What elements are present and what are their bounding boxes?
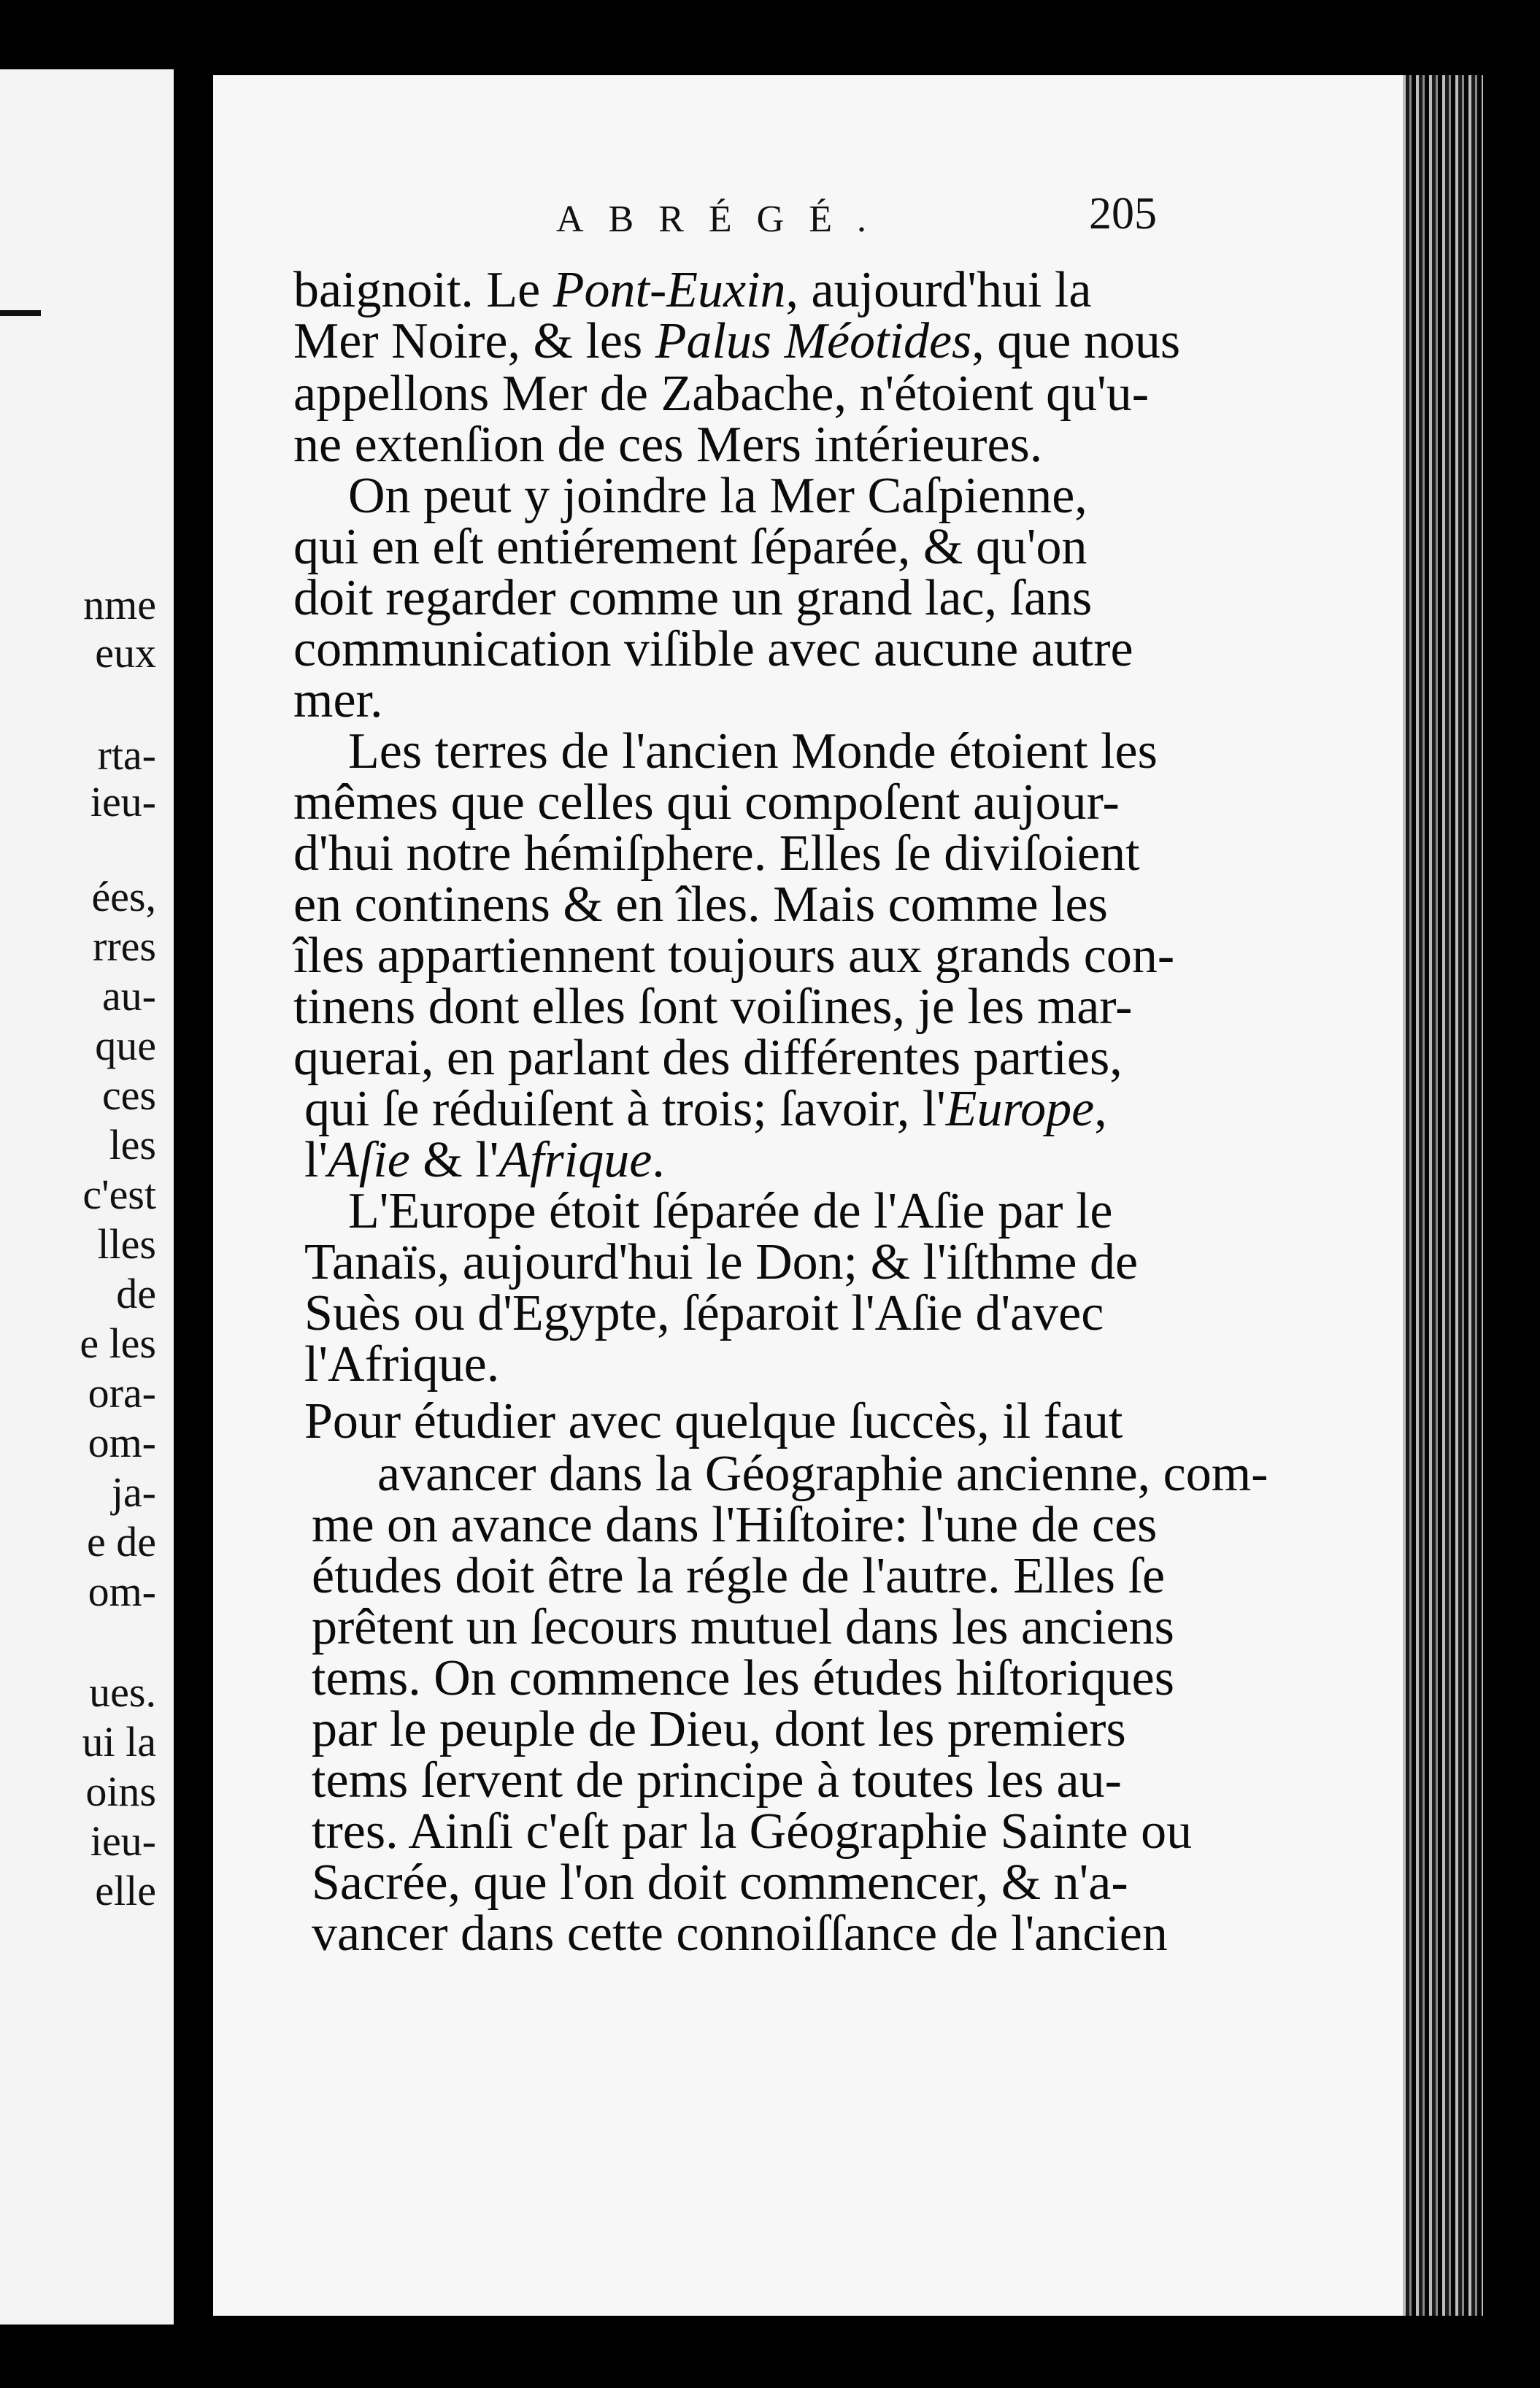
previous-page-line: om- [88,1568,156,1615]
text-line: Tanaïs, aujourd'hui le Don; & l'iſthme de [304,1234,1139,1290]
text-line: L'Europe étoit ſéparée de l'Aſie par le [348,1183,1113,1239]
text-line: querai, en parlant des différentes parties, [293,1030,1123,1086]
previous-page-line: de [116,1270,156,1317]
previous-page-line: c'est [82,1171,156,1218]
italic-term: Palus Méotides [655,313,972,369]
italic-term: Europe [945,1081,1095,1137]
text-line: qui en eſt entiérement ſéparée, & qu'on [293,519,1087,575]
previous-page-line: ieu- [90,778,156,825]
previous-page-line: nme [83,581,156,628]
text-line: mêmes que celles qui compoſent aujour- [293,774,1120,831]
italic-term: Pont-Euxin [553,262,786,318]
previous-page-line: au- [101,972,156,1020]
text-line: Les terres de l'ancien Monde étoient les [348,723,1158,779]
text-line: appellons Mer de Zabache, n'étoient qu'u- [293,366,1150,422]
previous-page-fragment [0,69,174,2325]
text-line: tems. On commence les études hiſtoriques [312,1650,1174,1706]
text-line: mer. [293,672,383,728]
previous-page-line: ui la [82,1718,156,1765]
previous-page-line: elle [95,1867,156,1914]
text-line: baignoit. Le Pont-Euxin, aujourd'hui la [293,262,1092,318]
running-header: ABRÉGÉ. [556,199,891,240]
previous-page-line: e les [80,1320,156,1367]
text-line: me on avance dans l'Hiſtoire: l'une de ces [312,1497,1158,1553]
text-line: par le peuple de Dieu, dont les premiers [312,1701,1126,1757]
text-line: d'hui notre hémiſphere. Elles ſe diviſoient [293,825,1140,882]
previous-page-line: ées, [91,873,156,920]
italic-term: Aſie [328,1132,410,1188]
text-line: tinens dont elles ſont voiſines, je les mar- [293,979,1133,1035]
previous-page-line: ues. [89,1668,156,1716]
book-page [213,75,1403,2316]
text-line: prêtent un ſecours mutuel dans les anciens [312,1599,1174,1655]
text-line: communication viſible avec aucune autre [293,621,1133,677]
book-binding-edge [1403,75,1483,2316]
rule-dash [0,310,41,316]
text-line: On peut y joindre la Mer Caſpienne, [348,468,1087,524]
text-line: qui ſe réduiſent à trois; ſavoir, l'Europe, [304,1081,1107,1137]
previous-page-line: ces [101,1071,156,1119]
previous-page-line: lles [97,1220,156,1268]
text-line: Pour étudier avec quelque ſuccès, il faut [304,1393,1123,1449]
previous-page-line: ora- [88,1369,156,1417]
previous-page-line: que [95,1022,156,1069]
text-line: tems ſervent de principe à toutes les au- [312,1752,1122,1809]
previous-page-line: les [109,1121,156,1168]
text-line: ne extenſion de ces Mers intérieures. [293,417,1043,473]
text-line: doit regarder comme un grand lac, ſans [293,570,1093,626]
text-line: études doit être la régle de l'autre. Elles ſe [312,1548,1166,1604]
previous-page-line: oins [85,1768,156,1815]
previous-page-line: ja- [111,1468,156,1516]
italic-term: Afrique [498,1132,652,1188]
previous-page-line: ieu- [90,1817,156,1865]
text-line: l'Afrique. [304,1336,500,1393]
text-line: îles appartiennent toujours aux grands con- [293,928,1175,984]
page-number: 205 [1089,189,1157,239]
previous-page-line: e de [87,1518,156,1565]
previous-page-line: rta- [97,731,156,779]
text-line: tres. Ainſi c'eſt par la Géographie Sainte ou [312,1803,1193,1860]
previous-page-line: rres [93,923,156,970]
text-line: Sacrée, que l'on doit commencer, & n'a- [312,1854,1128,1911]
text-line: Suès ou d'Egypte, ſéparoit l'Aſie d'avec [304,1285,1104,1341]
text-line: vancer dans cette connoiſſance de l'ancien [312,1906,1168,1962]
text-line: en continens & en îles. Mais comme les [293,877,1108,933]
previous-page-line: eux [95,629,156,677]
text-line: l'Aſie & l'Afrique. [304,1132,665,1188]
previous-page-line: om- [88,1419,156,1466]
text-line: Mer Noire, & les Palus Méotides, que nous [293,313,1181,369]
text-line: avancer dans la Géographie ancienne, com- [377,1446,1268,1502]
